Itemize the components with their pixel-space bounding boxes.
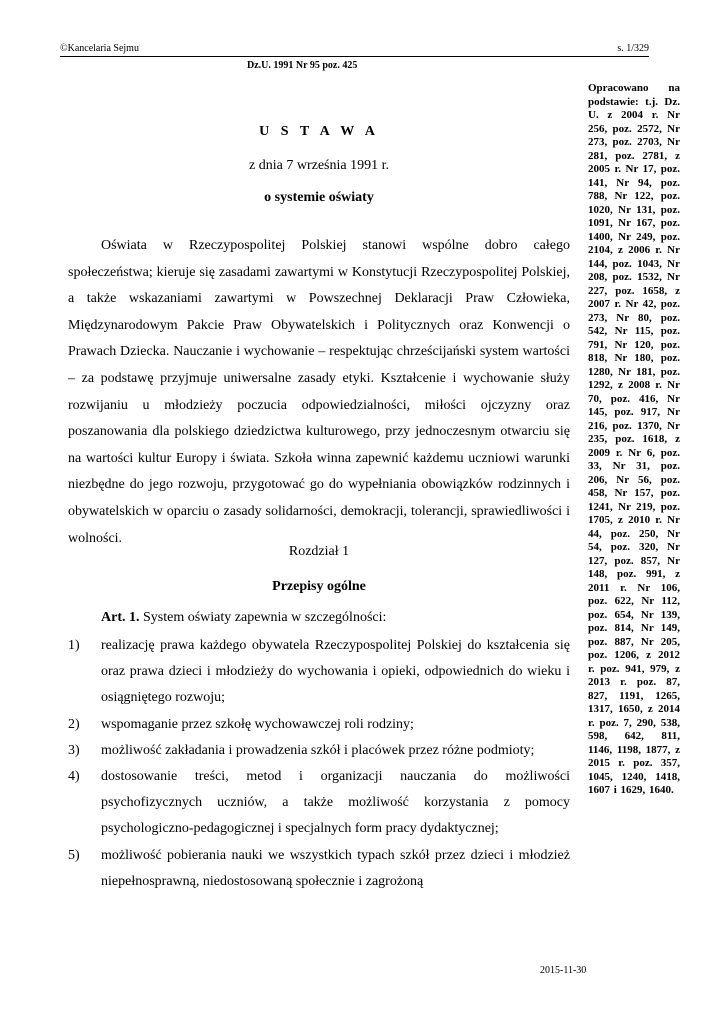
header-publisher: ©Kancelaria Sejmu: [60, 43, 139, 54]
list-item-text: realizację prawa każdego obywatela Rzeczypospolitej Polskiej do kształcenia się oraz prawa dzieci i młodzieży do wychowania i opieki, odpowiednich do wieku i osiągniętego rozwoju;: [101, 638, 570, 706]
act-title: U S T A W A: [259, 124, 379, 139]
list-item: [68, 633, 570, 712]
list-item-text: dostosowanie treści, metod i organizacji nauczania do możliwości psychofizycznych uczniów, a także możliwość korzystania z pomocy psychologiczno-pedagogicznej i specjalnych form pracy dydaktycznej;: [101, 769, 570, 837]
act-subject: o systemie oświaty: [264, 190, 374, 205]
list-item-number: 1): [68, 638, 80, 653]
preamble-paragraph: Oświata w Rzeczypospolitej Polskiej stanowi wspólne dobro całego społeczeństwa; kieruje się zasadami zawartymi w Konstytucji Rzeczypospolitej Polskiej, a także wskazaniami zawartymi w Powszechnej Deklaracji Praw Człowieka, Międzynarodowym Pakcie Praw Obywatelskich i Politycznych oraz Konwencji o Prawach Dziecka. Nauczanie i wychowanie – respektując chrześcijański system wartości – za podstawę przyjmuje uniwersalne zasady etyki. Kształcenie i wychowanie służy rozwijaniu u młodzieży poczucia odpowiedzialności, miłości ojczyzny oraz poszanowania dla polskiego dziedzictwa kulturowego, przy jednoczesnym otwarciu się na wartości kultur Europy i świata. Szkoła winna zapewnić każdemu uczniowi warunki niezbędne do jego rozwoju, przygotować go do wypełniania obowiązków rodzinnych i obywatelskich w oparciu o zasady solidarności, demokracji, tolerancji, sprawiedliwości i wolności.: [68, 238, 570, 546]
list-item-text: wspomaganie przez szkołę wychowawczej roli rodziny;: [101, 716, 414, 732]
list-item-number: 4): [68, 769, 80, 785]
page-number: s. 1/329: [617, 43, 649, 54]
list-item-number: 3): [68, 742, 80, 758]
list-item: [68, 843, 570, 895]
list-item: [68, 712, 570, 738]
footer-date: 2015-11-30: [540, 965, 587, 976]
list-item-number: 5): [68, 847, 80, 863]
chapter-title: Przepisy ogólne: [272, 579, 366, 594]
list-item: [68, 764, 570, 843]
list-item-text: możliwość pobierania nauki we wszystkich typach szkół przez dzieci i młodzież niepełnosprawną, niedostosowaną społecznie i zagrożoną: [101, 847, 570, 889]
publication-reference: Dz.U. 1991 Nr 95 poz. 425: [247, 60, 358, 71]
list-item-number: 2): [68, 716, 80, 732]
list-item-text: możliwość zakładania i prowadzenia szkół i placówek przez różne podmioty;: [101, 742, 535, 758]
article-label: Art. 1.: [101, 610, 140, 625]
chapter-number: Rozdział 1: [288, 544, 350, 559]
consolidation-sidenote: Opracowano na podstawie: t.j. Dz. U. z 2004 r. Nr 256, poz. 2572, Nr 273, poz. 2703, Nr 281, poz. 2781, z 2005 r. Nr 17, poz. 141, Nr 94, poz. 788, Nr 122, poz. 1020, Nr 131, poz. 1091, Nr 167, poz. 1400, Nr 249, poz. 2104, z 2006 r. Nr 144, poz. 1043, Nr 208, poz. 1532, Nr 227, poz. 1658, z 2007 r. Nr 42, poz. 273, Nr 80, poz. 542, Nr 115, poz. 791, Nr 120, poz. 818, Nr 180, poz. 1280, Nr 181, poz. 1292, z 2008 r. Nr 70, poz. 416, Nr 145, poz. 917, Nr 216, poz. 1370, Nr 235, poz. 1618, z 2009 r. Nr 6, poz. 33, Nr 31, poz. 206, Nr 56, poz. 458, Nr 157, poz. 1241, Nr 219, poz. 1705, z 2010 r. Nr 44, poz. 250, Nr 54, poz. 320, Nr 127, poz. 857, Nr 148, poz. 991, z 2011 r. Nr 106, poz. 622, Nr 112, poz. 654, Nr 139, poz. 814, Nr 149, poz. 887, Nr 205, poz. 1206, z 2012 r. poz. 941, 979, z 2013 r. poz. 87, 827, 1191, 1265, 1317, 1650, z 2014 r. poz. 7, 290, 538, 598, 642, 811, 1146, 1198, 1877, z 2015 r. poz. 357, 1045, 1240, 1418, 1607 i 1629, 1640.: [588, 82, 680, 796]
article-items-list: [68, 633, 570, 895]
header-divider: [60, 56, 649, 57]
article-intro: System oświaty zapewnia w szczególności:: [143, 610, 387, 625]
act-date: z dnia 7 września 1991 r.: [249, 158, 389, 173]
article-heading: [68, 610, 603, 626]
list-item: [68, 738, 570, 764]
